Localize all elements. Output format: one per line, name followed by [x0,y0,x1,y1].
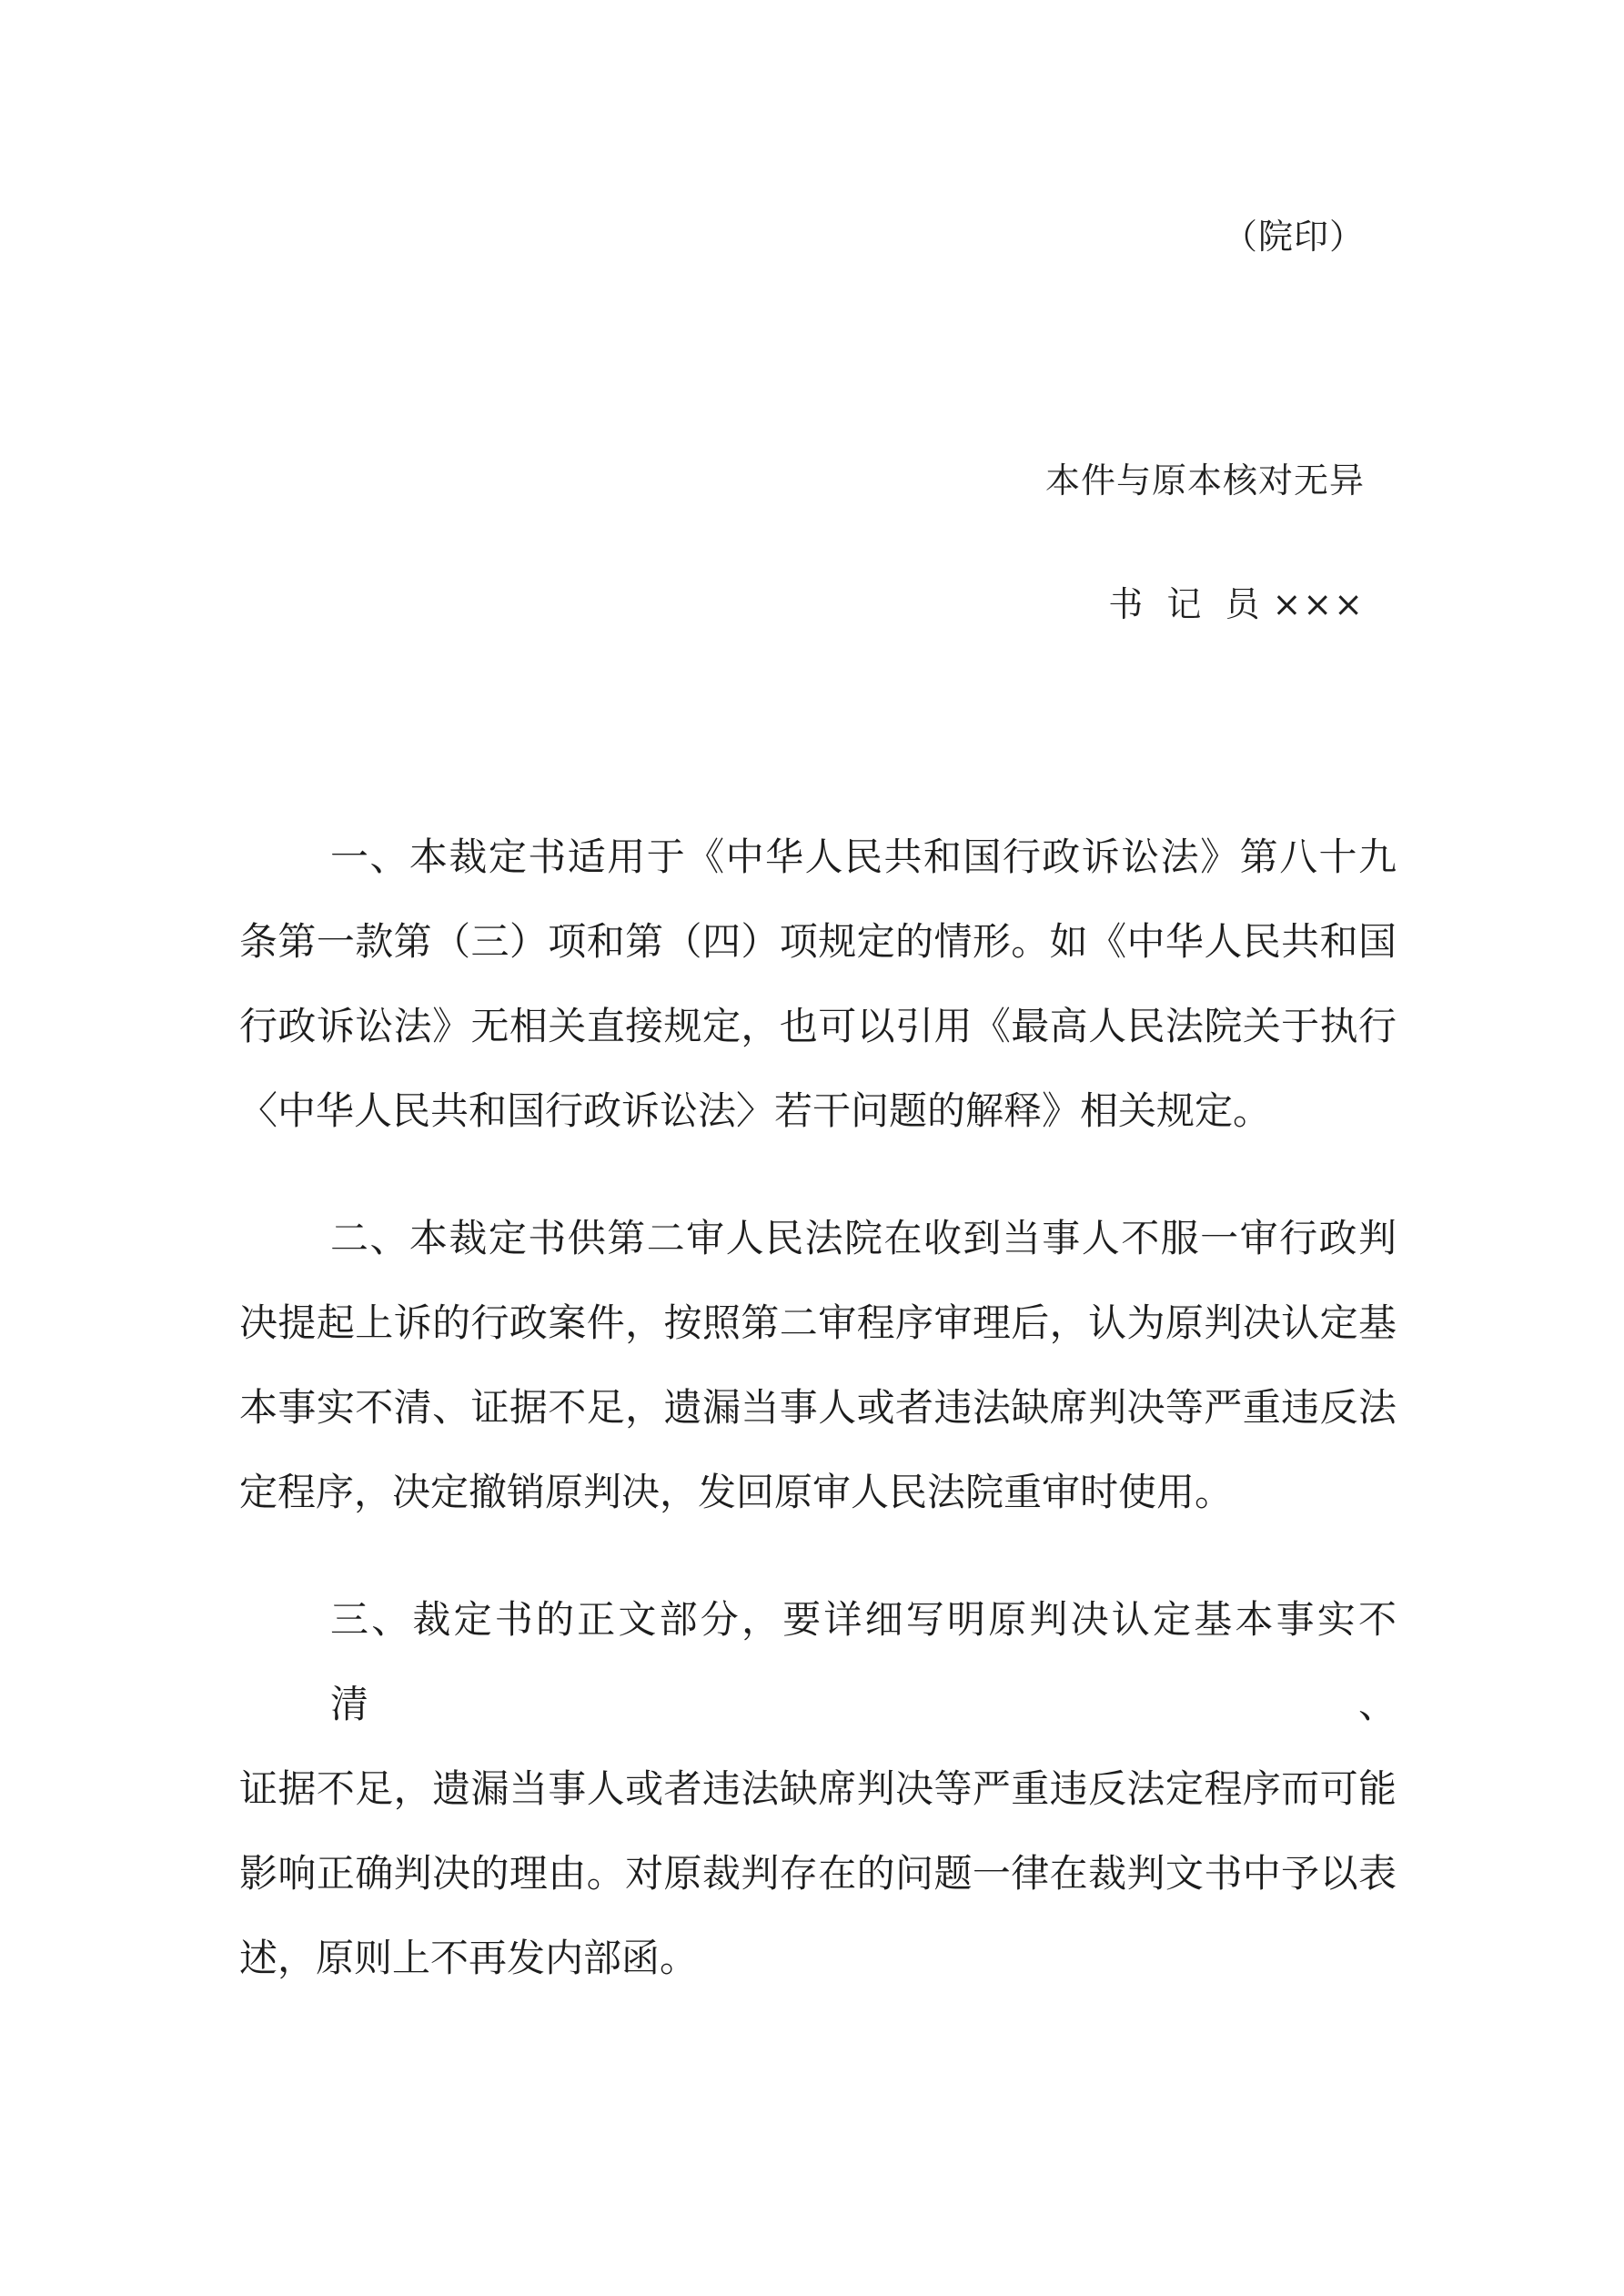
text-line: 行政诉讼法》无相关直接规定，也可以引用《最高人民法院关于执行 [239,1004,1397,1048]
text-line: 定程序，决定撤销原判决，发回原审人民法院重审时使用。 [239,1470,1234,1514]
court-seal-note: （院印） [1222,217,1365,257]
text-line: 条第一款第（三）项和第（四）项规定的情形。如《中华人民共和国 [239,919,1397,964]
text-line: 〈中华人民共和国行政诉讼法〉若干问题的解释》相关规定。 [239,1088,1272,1133]
paragraph [239,1577,1397,2000]
paragraph [239,814,1397,1153]
text-line: 本事实不清、证据不足，遗漏当事人或者违法缺席判决等严重违反法 [239,1385,1397,1430]
paragraph [239,1196,1397,1534]
text-line: 二、本裁定书供第二审人民法院在收到当事人不服一审行政判 [330,1216,1397,1260]
verification-note: 本件与原本核对无异 [1044,460,1365,501]
notes-section [239,814,1397,2000]
text-line: 三、裁定书的正文部分，要详细写明原判决认定基本事实不清、 [330,1597,1397,1726]
text-line: 影响正确判决的理由。对原裁判存在的问题一律在裁判文书中予以表 [239,1851,1397,1896]
text-line: 证据不足，遗漏当事人或者违法缺席判决等严重违反法定程序而可能 [239,1766,1397,1811]
text-line: 决提起上诉的行政案件，按照第二审程序审理后，认为原判决认定基 [239,1300,1397,1345]
text-line: 述，原则上不再发内部函。 [239,1936,699,1980]
clerk-title: 书 记 员 [1108,584,1260,624]
clerk-signature-line [1108,586,1365,624]
clerk-name-placeholder: ××× [1272,584,1365,624]
text-line: 一、本裁定书适用于《中华人民共和国行政诉讼法》第八十九 [330,834,1397,879]
